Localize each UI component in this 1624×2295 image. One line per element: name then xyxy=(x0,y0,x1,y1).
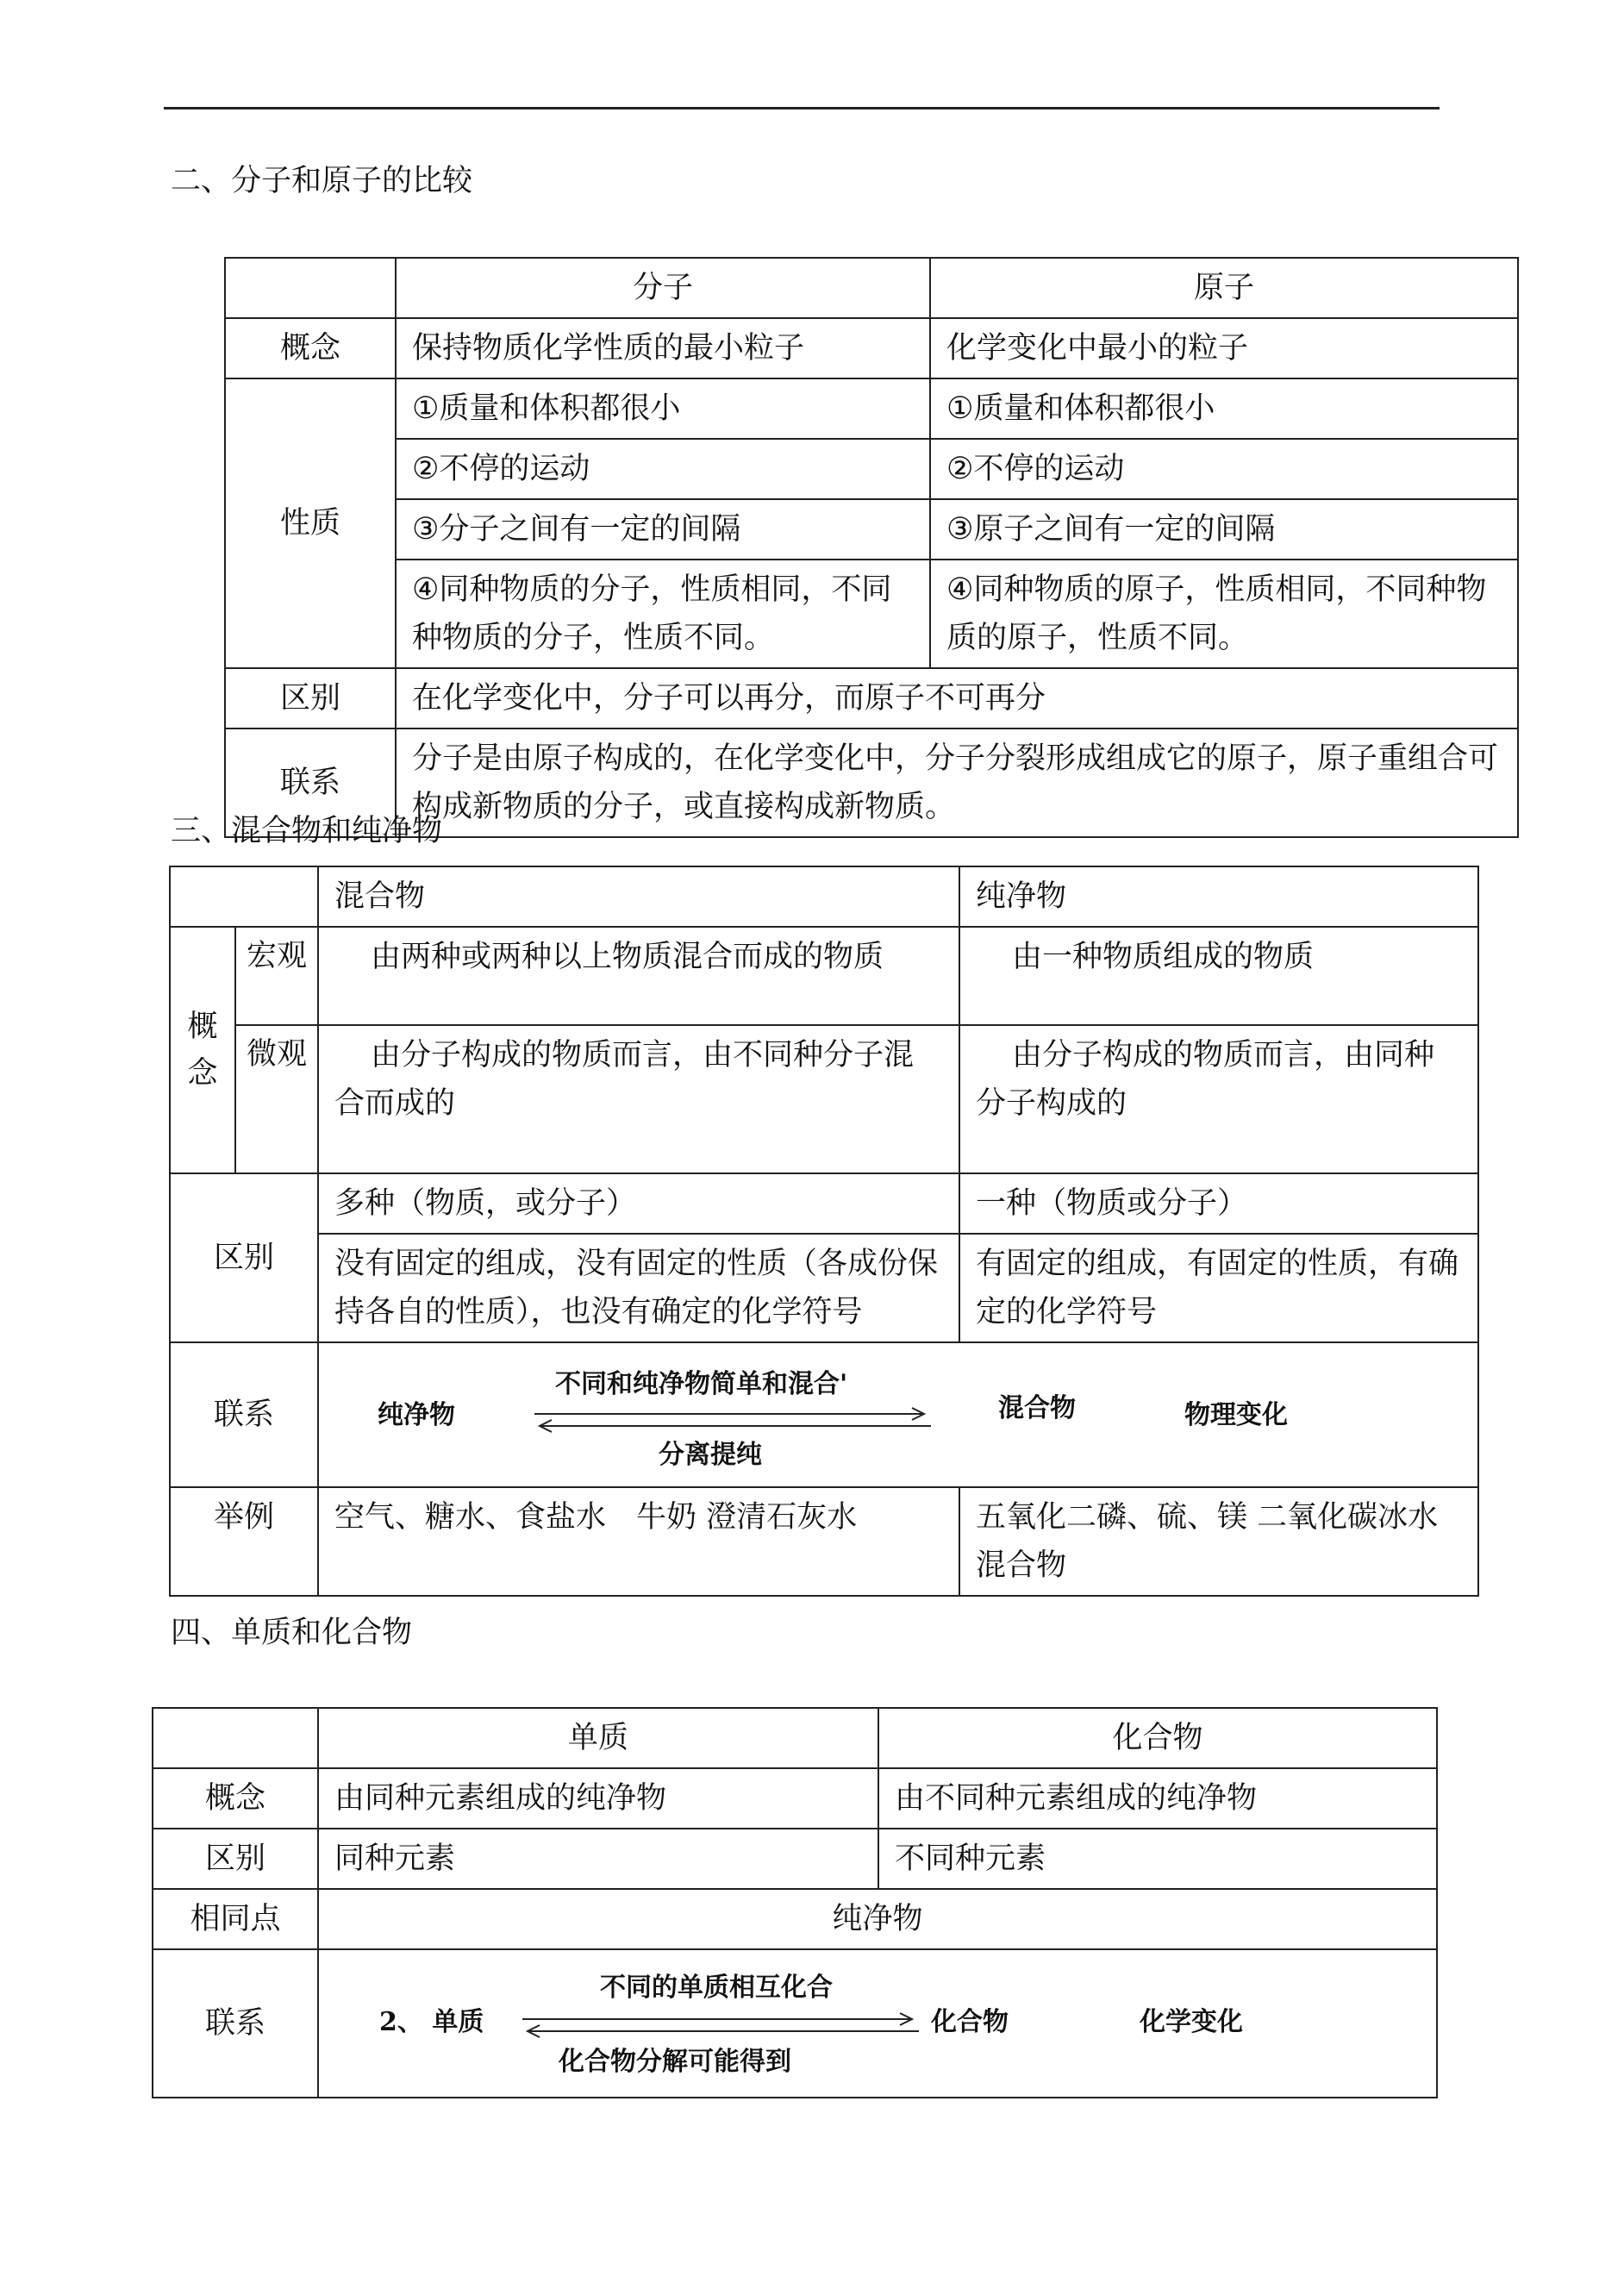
table-header-row xyxy=(170,866,1478,927)
table-row xyxy=(170,1173,1478,1234)
mixture-difference-2: 没有固定的组成，没有固定的性质（各成份保持各自的性质），也没有确定的化学符号 xyxy=(318,1234,959,1342)
pure-micro: 由分子构成的物质而言，由同种分子构成的 xyxy=(959,1025,1478,1173)
table-row xyxy=(153,1768,1437,1829)
table-row xyxy=(153,1889,1437,1949)
difference-text: 在化学变化中，分子可以再分，而原子不可再分 xyxy=(396,668,1518,729)
row-label-property: 性质 xyxy=(225,378,396,668)
atom-property-4: ④同种物质的原子，性质相同，不同种物质的原子，性质不同。 xyxy=(930,560,1518,668)
mixture-example: 空气、糖水、食盐水 牛奶 澄清石灰水 xyxy=(318,1487,959,1596)
compound-difference: 不同种元素 xyxy=(878,1829,1437,1889)
diagram-note-label: 化学变化 xyxy=(1140,2007,1243,2037)
compound-concept: 由不同种元素组成的纯净物 xyxy=(878,1768,1437,1829)
row-label-example: 举例 xyxy=(170,1487,318,1596)
relation-diagram xyxy=(318,1342,1478,1487)
mixture-macro: 由两种或两种以上物质混合而成的物质 xyxy=(318,927,959,1025)
table-row xyxy=(225,499,1518,560)
header-rule xyxy=(164,107,1440,109)
diagram-top-label: 不同和纯净物简单和混合' xyxy=(555,1369,848,1399)
atom-property-3: ③原子之间有一定的间隔 xyxy=(930,499,1518,560)
table-row xyxy=(153,1829,1437,1889)
molecule-property-2: ②不停的运动 xyxy=(396,439,930,499)
table-row xyxy=(170,1234,1478,1342)
row-sublabel-macro: 宏观 xyxy=(235,927,318,1025)
table-header-row xyxy=(153,1708,1437,1768)
pure-example: 五氧化二磷、硫、镁 二氧化碳冰水混合物 xyxy=(959,1487,1478,1596)
row-label-difference: 区别 xyxy=(153,1829,318,1889)
diagram-note-label: 物理变化 xyxy=(1184,1400,1288,1430)
table-row xyxy=(153,1949,1437,2098)
relation-text: 分子是由原子构成的，在化学变化中，分子分裂形成组成它的原子，原子重组合可构成新物质的分子，或直接构成新物质。 xyxy=(396,729,1518,837)
common-text: 纯净物 xyxy=(318,1889,1437,1949)
row-label-concept: 概念 xyxy=(225,318,396,378)
molecule-concept: 保持物质化学性质的最小粒子 xyxy=(396,318,930,378)
table-header-row xyxy=(225,258,1518,318)
mixture-difference-1: 多种（物质，或分子） xyxy=(318,1173,959,1234)
section-heading-element-compound: 四、单质和化合物 xyxy=(171,1616,413,1650)
row-label-relation: 联系 xyxy=(170,1342,318,1487)
pure-macro: 由一种物质组成的物质 xyxy=(959,927,1478,1025)
section-heading-molecule-atom: 二、分子和原子的比较 xyxy=(171,164,473,198)
atom-concept: 化学变化中最小的粒子 xyxy=(930,318,1518,378)
table-row xyxy=(225,668,1518,729)
table-row xyxy=(170,1025,1478,1173)
col-header-molecule: 分子 xyxy=(396,258,930,318)
row-label-relation: 联系 xyxy=(225,729,396,837)
diagram-left-label: 2、 单质 xyxy=(379,2007,484,2037)
diagram-right-label: 化合物 xyxy=(931,2007,1009,2037)
table-row xyxy=(225,378,1518,439)
table-row xyxy=(170,927,1478,1025)
diagram-left-label: 纯净物 xyxy=(378,1400,455,1430)
pure-difference-2: 有固定的组成，有固定的性质，有确定的化学符号 xyxy=(959,1234,1478,1342)
row-label-relation: 联系 xyxy=(153,1949,318,2098)
table-row xyxy=(225,318,1518,378)
diagram-top-label: 不同的单质相互化合 xyxy=(600,1973,833,2003)
molecule-property-1: ①质量和体积都很小 xyxy=(396,378,930,439)
row-sublabel-micro: 微观 xyxy=(235,1025,318,1173)
table-row xyxy=(170,1342,1478,1487)
molecule-property-4: ④同种物质的分子，性质相同，不同种物质的分子，性质不同。 xyxy=(396,560,930,668)
table-row xyxy=(170,1487,1478,1596)
element-concept: 由同种元素组成的纯净物 xyxy=(318,1768,878,1829)
table-row xyxy=(225,560,1518,668)
atom-property-1: ①质量和体积都很小 xyxy=(930,378,1518,439)
diagram-right-label: 混合物 xyxy=(998,1393,1076,1423)
col-header-atom: 原子 xyxy=(930,258,1518,318)
molecule-property-3: ③分子之间有一定的间隔 xyxy=(396,499,930,560)
relation-diagram xyxy=(318,1949,1437,2098)
col-header-compound: 化合物 xyxy=(878,1708,1437,1768)
col-header-element: 单质 xyxy=(318,1708,878,1768)
double-arrow-icon xyxy=(534,1404,931,1438)
section-heading-mixture-pure: 三、混合物和纯净物 xyxy=(171,814,443,848)
element-compound-table xyxy=(152,1707,1438,2098)
row-label-difference: 区别 xyxy=(225,668,396,729)
mixture-micro: 由分子构成的物质而言，由不同种分子混合而成的 xyxy=(318,1025,959,1173)
pure-difference-1: 一种（物质或分子） xyxy=(959,1173,1478,1234)
diagram-bottom-label: 分离提纯 xyxy=(659,1440,762,1470)
row-label-concept: 概念 xyxy=(153,1768,318,1829)
row-label-difference: 区别 xyxy=(170,1173,318,1342)
mixture-pure-table xyxy=(169,866,1479,1597)
col-header-pure: 纯净物 xyxy=(959,866,1478,927)
diagram-bottom-label: 化合物分解可能得到 xyxy=(559,2047,791,2077)
molecule-atom-table xyxy=(224,257,1519,838)
row-label-concept: 概念 xyxy=(170,927,235,1173)
col-header-mixture: 混合物 xyxy=(318,866,959,927)
atom-property-2: ②不停的运动 xyxy=(930,439,1518,499)
table-row xyxy=(225,439,1518,499)
row-label-common: 相同点 xyxy=(153,1889,318,1949)
double-arrow-icon xyxy=(522,2009,919,2043)
element-difference: 同种元素 xyxy=(318,1829,878,1889)
